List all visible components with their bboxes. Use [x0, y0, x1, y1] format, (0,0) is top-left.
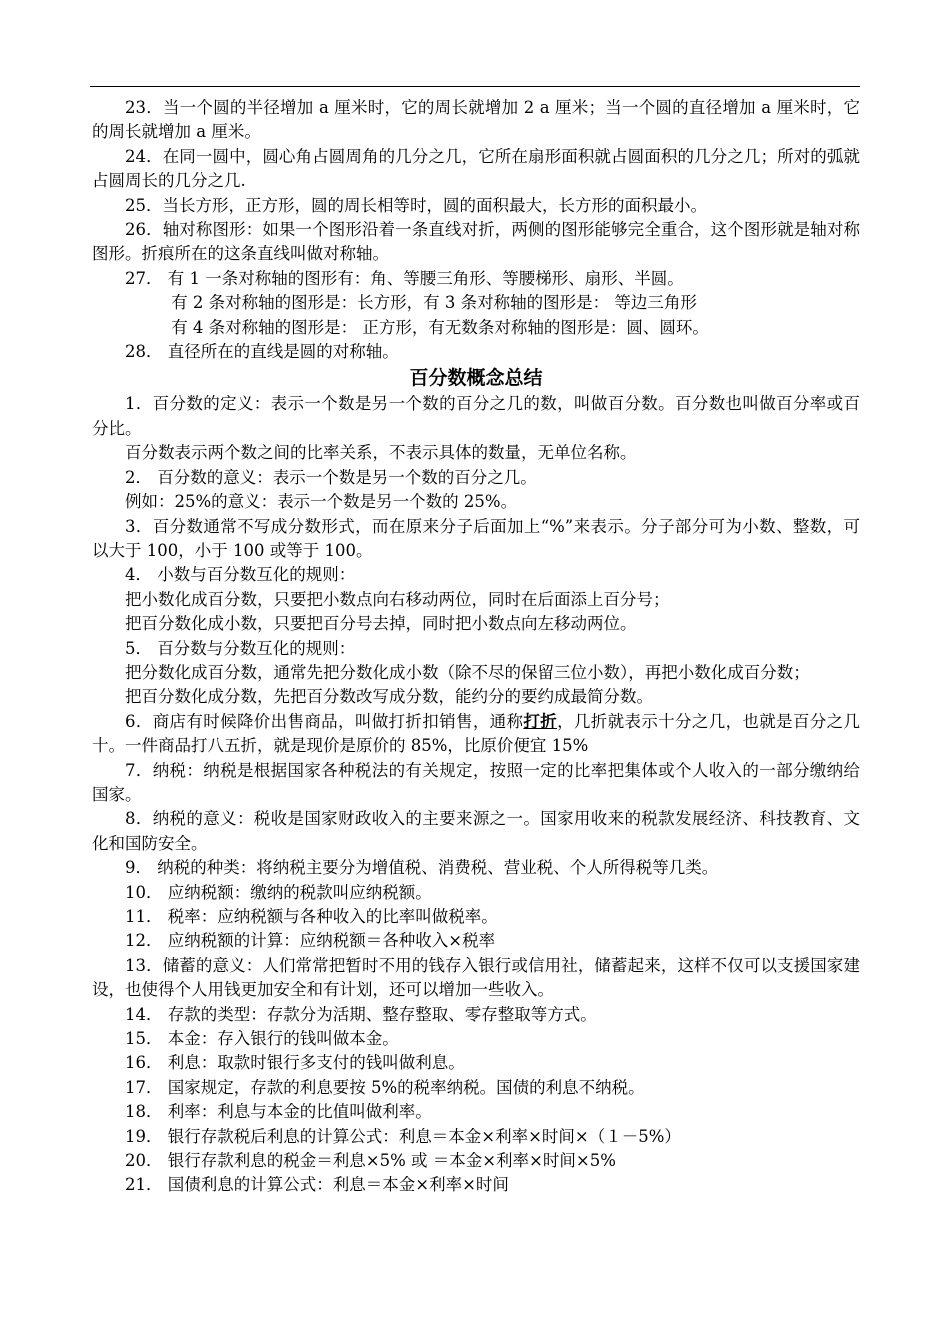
pct-item-12: 12． 应纳税额的计算：应纳税额＝各种收入×税率	[125, 931, 496, 951]
pct-item-5: 5． 百分数与分数互化的规则：	[125, 638, 356, 658]
pct-item-16: 16． 利息：取款时银行多支付的钱叫做利息。	[125, 1053, 465, 1073]
pct-item-2-example: 例如：25%的意义：表示一个数是另一个数的 25%。	[125, 492, 518, 512]
pct-item-11: 11． 税率：应纳税额与各种收入的比率叫做税率。	[125, 907, 498, 926]
header-rule	[90, 86, 860, 87]
item-23: 23．当一个圆的半径增加 a 厘米时，它的周长就增加 2 a 厘米；当一个圆的直径增加 a 厘米时，它的周长就增加 a 厘米。	[92, 98, 860, 142]
pct-item-7: 7．纳税：纳税是根据国家各种税法的有关规定，按照一定的比率把集体或个人收入的一部分缴纳给国家。	[92, 760, 860, 804]
item-24: 24．在同一圆中，圆心角占圆周角的几分之几，它所在扇形面积就占圆面积的几分之几；所对的弧就占圆周长的几分之几.	[92, 146, 860, 191]
pct-item-5-rule-a: 把分数化成百分数，通常先把分数化成小数（除不尽的保留三位小数），再把小数化成百分数；	[125, 662, 810, 682]
pct-item-6	[92, 710, 860, 759]
pct-item-1-note: 百分数表示两个数之间的比率关系，不表示具体的数量，无单位名称。	[125, 443, 637, 463]
item-27-line-3: 有 4 条对称轴的图形是： 正方形，有无数条对称轴的图形是：圆、圆环。	[171, 317, 709, 337]
item-27-line-2: 有 2 条对称轴的图形是：长方形，有 3 条对称轴的图形是： 等边三角形	[171, 293, 697, 313]
pct-item-2: 2． 百分数的意义：表示一个数是另一个数的百分之几。	[125, 467, 537, 487]
pct-item-3: 3．百分数通常不写成分数形式，而在原来分子后面加上“%”来表示。分子部分可为小数、整数，可以大于 100，小于 100 或等于 100。	[92, 516, 860, 560]
item-28: 28． 直径所在的直线是圆的对称轴。	[125, 342, 399, 362]
pct-item-4-rule-b: 把百分数化成小数，只要把百分号去掉，同时把小数点向左移动两位。	[125, 614, 637, 634]
pct-item-4: 4． 小数与百分数互化的规则：	[125, 565, 356, 585]
document-body	[92, 96, 860, 1198]
pct-item-6-after: ，几折就表示十分之几，也就是百分之几十。一件商品打八五折，就是现价是原价的 85%，比原价便宜 15%	[92, 711, 861, 756]
pct-item-10: 10． 应纳税额：缴纳的税款叫应纳税额。	[125, 882, 432, 902]
pct-item-17: 17． 国家规定，存款的利息要按 5%的税率纳税。国债的利息不纳税。	[125, 1077, 645, 1097]
pct-item-9: 9． 纳税的种类：将纳税主要分为增值税、消费税、营业税、个人所得税等几类。	[125, 858, 719, 878]
pct-item-18: 18． 利率：利息与本金的比值叫做利率。	[125, 1102, 432, 1122]
discount-term: 打折	[523, 711, 558, 731]
item-25: 25．当长方形，正方形，圆的周长相等时，圆的面积最大，长方形的面积最小。	[125, 195, 707, 215]
pct-item-19: 19． 银行存款税后利息的计算公式：利息＝本金×利率×时间×（１－5%）	[125, 1126, 681, 1146]
pct-item-15: 15． 本金：存入银行的钱叫做本金。	[125, 1029, 399, 1049]
item-26: 26．轴对称图形：如果一个图形沿着一条直线对折，两侧的图形能够完全重合，这个图形就是轴对称图形。折痕所在的这条直线叫做对称轴。	[92, 220, 860, 264]
pct-item-6-before: 6．商店有时候降价出售商品，叫做打折扣销售，通称	[125, 711, 524, 731]
item-27: 27． 有 1 一条对称轴的图形有：角、等腰三角形、等腰梯形、扇形、半圆。	[125, 268, 684, 288]
pct-item-20: 20． 银行存款利息的税金＝利息×5% 或 ＝本金×利率×时间×5%	[125, 1151, 616, 1171]
pct-item-21: 21． 国债利息的计算公式：利息＝本金×利率×时间	[125, 1175, 509, 1195]
pct-item-14: 14． 存款的类型：存款分为活期、整存整取、零存整取等方式。	[125, 1004, 597, 1024]
pct-item-5-rule-b: 把百分数化成分数，先把百分数改写成分数，能约分的要约成最简分数。	[125, 687, 653, 707]
pct-item-4-rule-a: 把小数化成百分数，只要把小数点向右移动两位，同时在后面添上百分号；	[125, 589, 670, 609]
section-title: 百分数概念总结	[409, 367, 543, 390]
pct-item-8: 8．纳税的意义：税收是国家财政收入的主要来源之一。国家用收来的税款发展经济、科技教育、文化和国防安全。	[92, 809, 860, 853]
pct-item-1: 1．百分数的定义：表示一个数是另一个数的百分之几的数，叫做百分数。百分数也叫做百分率或百分比。	[92, 394, 860, 438]
pct-item-13: 13．储蓄的意义：人们常常把暂时不用的钱存入银行或信用社，储蓄起来，这样不仅可以支援国家建设，也使得个人用钱更加安全和有计划，还可以增加一些收入。	[92, 955, 860, 1000]
